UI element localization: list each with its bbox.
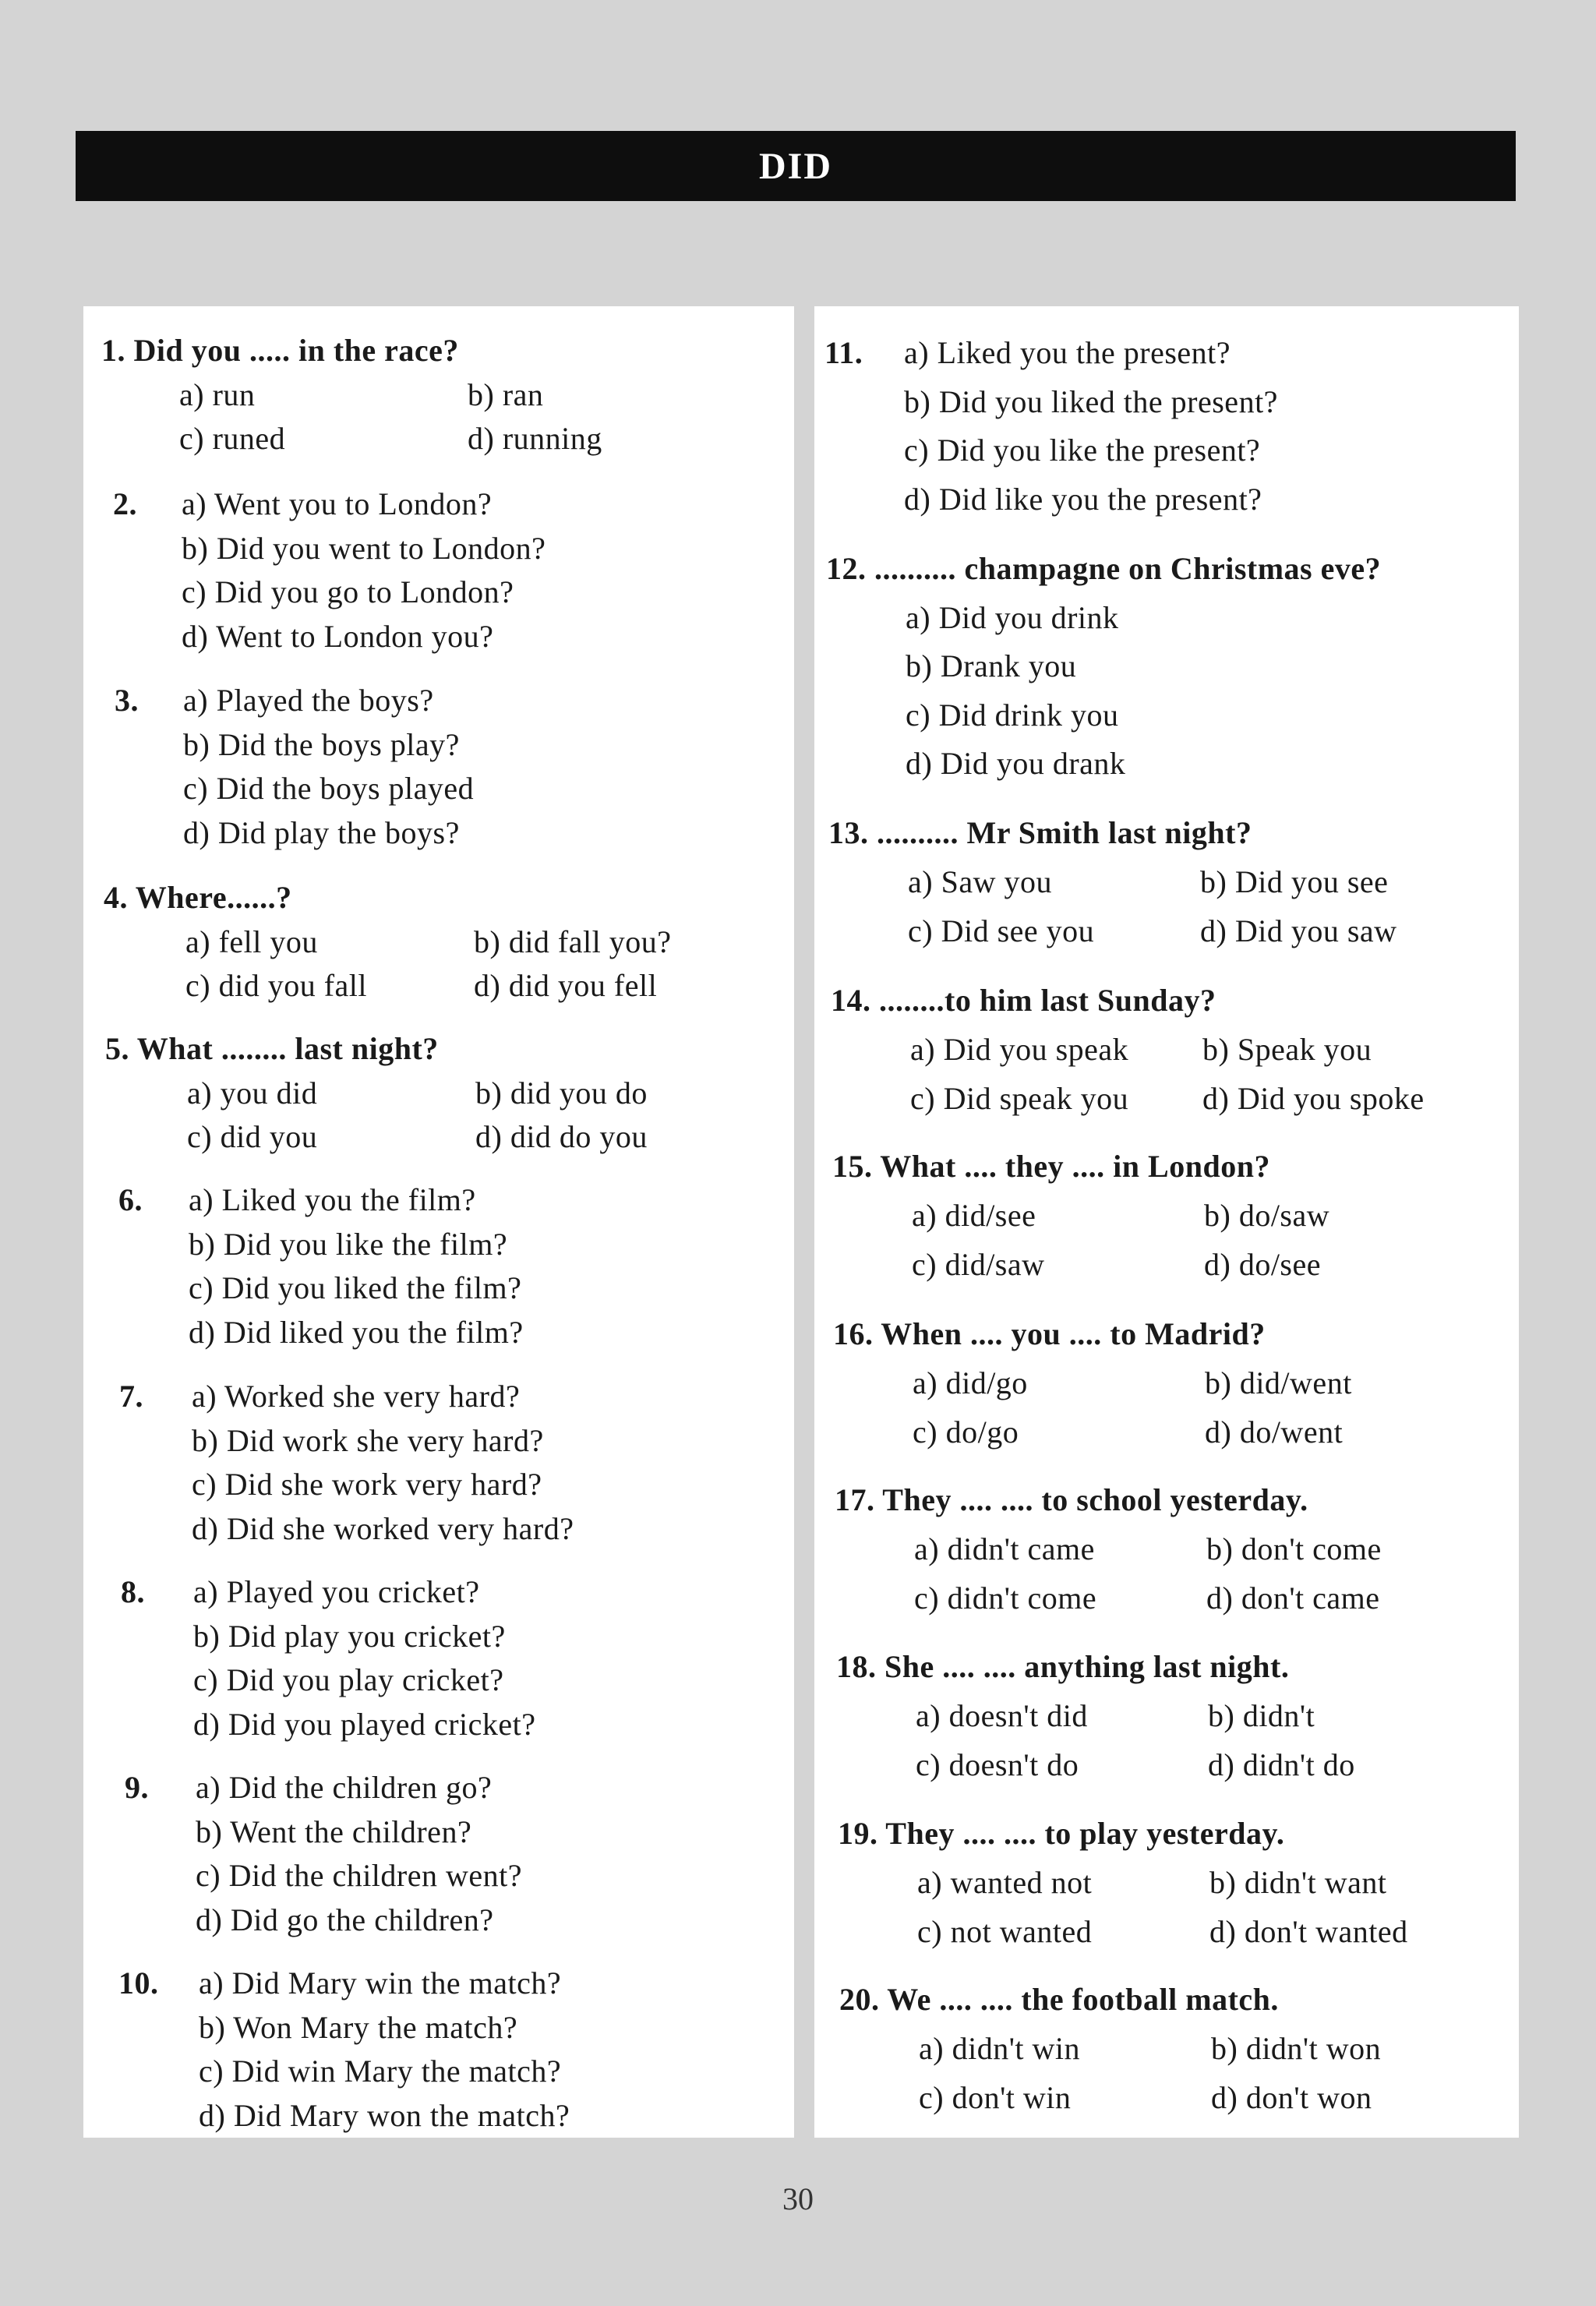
option-b: b) do/saw	[1204, 1198, 1330, 1233]
question-19	[838, 1809, 1474, 1956]
option-d: d) Did you played cricket?	[193, 1706, 536, 1742]
option-c: c) Did drink you	[906, 697, 1119, 733]
option-a: a) did/see	[912, 1198, 1036, 1233]
option-c: c) Did you go to London?	[182, 574, 514, 609]
option-c: c) Did win Mary the match?	[199, 2054, 562, 2089]
option-a: a) run	[179, 376, 256, 412]
option-a: a) Liked you the present?	[904, 335, 1231, 370]
option-d: d) Did you spoke	[1202, 1081, 1425, 1116]
question-number: 6.	[118, 1182, 143, 1217]
options-list	[183, 679, 474, 855]
option-a: a) didn't win	[919, 2031, 1081, 2066]
option-d: d) Did liked you the film?	[189, 1314, 524, 1350]
option-a: a) Saw you	[908, 864, 1052, 899]
question-number: 4.	[104, 880, 128, 915]
option-c: c) runed	[179, 421, 286, 456]
option-a: a) Did you drink	[906, 599, 1119, 635]
option-c: c) Did speak you	[910, 1081, 1129, 1116]
question-number: 14.	[831, 983, 871, 1018]
option-a: a) Played you cricket?	[193, 1574, 480, 1609]
question-stem: .......... Mr Smith last night?	[877, 815, 1252, 850]
options-list	[906, 594, 1381, 789]
option-b: b) did fall you?	[474, 923, 672, 959]
option-a: a) Worked she very hard?	[192, 1379, 521, 1414]
options-list	[182, 482, 546, 659]
option-d: d) do/see	[1204, 1247, 1322, 1282]
option-d: d) Did Mary won the match?	[199, 2097, 570, 2133]
question-18	[836, 1642, 1473, 1789]
question-14	[831, 976, 1499, 1123]
options-list	[199, 1962, 570, 2138]
question-6	[118, 1178, 524, 1354]
option-b: b) Did work she very hard?	[192, 1422, 544, 1458]
question-stem: Where......?	[135, 880, 292, 915]
question-number: 18.	[836, 1649, 877, 1684]
question-8	[121, 1570, 536, 1746]
option-c: c) didn't come	[914, 1580, 1097, 1616]
question-7	[119, 1375, 574, 1551]
question-16	[833, 1309, 1470, 1457]
option-b: b) Did you liked the present?	[904, 383, 1278, 419]
option-b: b) ran	[468, 376, 544, 412]
option-b: b) didn't want	[1209, 1865, 1387, 1900]
option-c: c) Did you play cricket?	[193, 1662, 504, 1697]
options-grid	[916, 1691, 1473, 1789]
options-list	[904, 329, 1278, 524]
option-c: c) Did the boys played	[183, 771, 475, 806]
question-number: 3.	[115, 683, 139, 718]
option-c: c) did you fall	[185, 968, 367, 1003]
option-c: c) doesn't do	[916, 1747, 1079, 1782]
question-5	[105, 1027, 756, 1160]
option-c: c) Did she work very hard?	[192, 1467, 542, 1502]
options-list	[192, 1375, 574, 1551]
option-a: a) Played the boys?	[183, 683, 434, 718]
question-stem: They .... .... to play yesterday.	[885, 1816, 1285, 1851]
option-d: d) Went to London you?	[182, 618, 494, 654]
question-20	[839, 1975, 1476, 2122]
question-stem: She .... .... anything last night.	[885, 1649, 1290, 1684]
option-b: b) did you do	[475, 1075, 648, 1111]
option-a: a) Did Mary win the match?	[199, 1965, 562, 2001]
question-stem: ........to him last Sunday?	[879, 983, 1216, 1018]
question-number: 1.	[101, 333, 125, 368]
option-d: d) don't came	[1206, 1580, 1380, 1616]
question-number: 2.	[113, 486, 137, 521]
question-1	[101, 329, 748, 461]
option-a: a) fell you	[185, 923, 318, 959]
options-list	[189, 1178, 524, 1354]
options-grid	[912, 1191, 1469, 1289]
question-11	[824, 329, 1278, 524]
question-13	[828, 808, 1465, 955]
question-9	[125, 1766, 522, 1942]
option-d: d) Did you drank	[906, 746, 1126, 781]
option-d: d) do/went	[1205, 1414, 1344, 1450]
question-stem: We .... .... the football match.	[887, 1982, 1279, 2017]
option-b: b) Drank you	[906, 648, 1077, 683]
option-c: c) Did you like the present?	[904, 433, 1261, 468]
question-number: 10.	[118, 1965, 159, 2001]
option-a: a) wanted not	[917, 1865, 1093, 1900]
question-number: 9.	[125, 1770, 149, 1805]
question-number: 17.	[835, 1482, 875, 1517]
option-a: a) Liked you the film?	[189, 1182, 476, 1217]
option-b: b) don't come	[1206, 1531, 1382, 1566]
question-number: 11.	[824, 335, 863, 370]
option-c: c) did/saw	[912, 1247, 1045, 1282]
option-d: d) Did go the children?	[196, 1902, 494, 1937]
option-d: d) Did she worked very hard?	[192, 1510, 574, 1546]
option-a: a) Did you speak	[910, 1032, 1129, 1067]
option-b: b) Did you see	[1200, 864, 1389, 899]
question-12	[826, 545, 1381, 789]
option-c: c) did you	[187, 1119, 318, 1154]
option-d: d) didn't do	[1208, 1747, 1355, 1782]
option-c: c) Did see you	[908, 913, 1095, 948]
option-b: b) didn't	[1208, 1698, 1315, 1733]
option-a: a) Did the children go?	[196, 1770, 493, 1805]
option-c: c) Did the children went?	[196, 1858, 523, 1893]
options-grid	[910, 1025, 1499, 1123]
options-list	[196, 1766, 522, 1942]
option-b: b) Did the boys play?	[183, 726, 460, 762]
option-d: d) don't won	[1211, 2080, 1372, 2115]
option-d: d) Did you saw	[1200, 913, 1397, 948]
options-grid	[187, 1072, 756, 1160]
question-stem: They .... .... to school yesterday.	[882, 1482, 1308, 1517]
question-number: 12.	[826, 551, 867, 586]
question-number: 20.	[839, 1982, 880, 2017]
option-a: a) did/go	[913, 1365, 1028, 1400]
options-grid	[917, 1858, 1474, 1956]
question-15	[832, 1142, 1469, 1289]
question-4	[104, 876, 754, 1008]
option-d: d) Did like you the present?	[904, 481, 1262, 517]
question-17	[835, 1475, 1471, 1623]
option-a: a) doesn't did	[916, 1698, 1088, 1733]
options-grid	[179, 373, 748, 461]
option-b: b) Speak you	[1202, 1032, 1372, 1067]
option-c: c) not wanted	[917, 1914, 1093, 1949]
option-b: b) didn't won	[1211, 2031, 1382, 2066]
option-c: c) Did you liked the film?	[189, 1270, 522, 1305]
question-number: 15.	[832, 1149, 873, 1184]
option-d: d) running	[468, 421, 602, 456]
option-b: b) Went the children?	[196, 1813, 472, 1849]
options-grid	[185, 920, 754, 1008]
option-b: b) Won Mary the match?	[199, 2009, 518, 2045]
option-a: a) you did	[187, 1075, 318, 1111]
option-d: d) did you fell	[474, 968, 658, 1003]
question-number: 7.	[119, 1379, 143, 1414]
question-number: 16.	[833, 1316, 874, 1351]
question-stem: What ........ last night?	[136, 1031, 439, 1066]
option-d: d) don't wanted	[1209, 1914, 1408, 1949]
option-c: c) do/go	[913, 1414, 1019, 1450]
question-10	[118, 1962, 570, 2138]
option-b: b) Did you went to London?	[182, 530, 546, 566]
options-list	[193, 1570, 536, 1746]
page-title: DID	[76, 131, 1516, 201]
question-stem: Did you ..... in the race?	[133, 333, 459, 368]
question-stem: When .... you .... to Madrid?	[881, 1316, 1266, 1351]
options-grid	[908, 857, 1465, 955]
options-grid	[919, 2024, 1476, 2122]
options-grid	[913, 1358, 1470, 1457]
question-3	[115, 679, 474, 855]
question-stem: .......... champagne on Christmas eve?	[874, 551, 1382, 586]
options-grid	[914, 1524, 1471, 1623]
question-2	[113, 482, 546, 659]
question-number: 19.	[838, 1816, 878, 1851]
option-a: a) Went you to London?	[182, 486, 493, 521]
option-b: b) Did you like the film?	[189, 1226, 508, 1262]
page-number: 30	[782, 2181, 814, 2216]
question-number: 8.	[121, 1574, 145, 1609]
option-b: b) Did play you cricket?	[193, 1618, 506, 1654]
option-d: d) Did play the boys?	[183, 814, 460, 850]
option-d: d) did do you	[475, 1119, 648, 1154]
question-number: 5.	[105, 1031, 129, 1066]
option-a: a) didn't came	[914, 1531, 1095, 1566]
question-stem: What .... they .... in London?	[880, 1149, 1270, 1184]
option-b: b) did/went	[1205, 1365, 1352, 1400]
option-c: c) don't win	[919, 2080, 1072, 2115]
question-number: 13.	[828, 815, 869, 850]
